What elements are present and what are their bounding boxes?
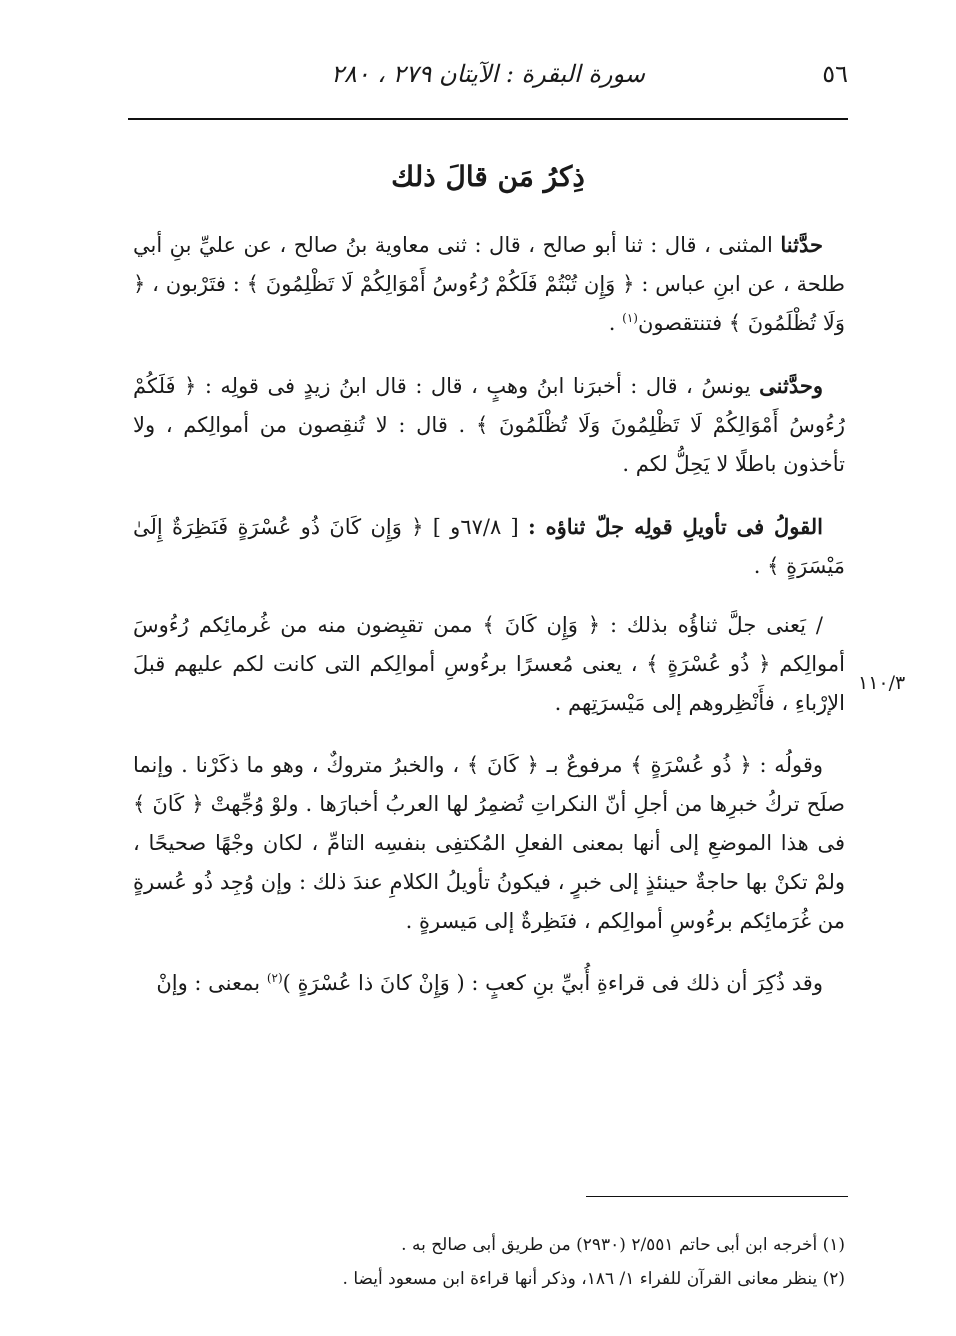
footnote-divider: [586, 1196, 848, 1197]
paragraph-2-text: يونسُ ، قال : أخبرَنا ابنُ وهبٍ ، قال : قال ابنُ زيدٍ فى قولِه : ﴿ فَلَكُمْ رُءُوسُ أَمْوَالِكُمْ لَا تَظْلِمُونَ وَلَا تُظْلَمُونَ ﴾ . قال : لا تُنقِصون من أموالِكم ، ولا تأخذون باطلًا لا يَحِلُّ لكم .: [133, 374, 845, 476]
paragraph-3: [133, 507, 845, 586]
paragraph-5: [133, 746, 845, 941]
paragraph-1-tail: .: [608, 311, 623, 335]
footnote-mark-2: (٢): [266, 971, 283, 985]
footnotes: [133, 1228, 845, 1296]
paragraph-1: [133, 225, 845, 343]
margin-reference: ١١٠/٣: [858, 672, 906, 694]
page-number: ٥٦: [822, 60, 848, 88]
paragraph-1-text: المثنى ، قال : ثنا أبو صالح ، قال : ثنى معاوية بنُ صالح ، عن عليِّ بنِ أبي طلحة ، عن ابنِ عباس : ﴿ وَإِن تُبْتُمْ فَلَكُمْ رُءُوسُ أَمْوَالِكُمْ لَا تَظْلِمُونَ ﴾ : فتَرْبون ، ﴿ وَلَا تُظْلَمُونَ ﴾ فتنتقصون: [133, 233, 845, 335]
running-header: [128, 58, 848, 98]
paragraph-4: [133, 606, 845, 723]
body-text: [133, 225, 845, 1026]
paragraph-6: [133, 964, 845, 1003]
header-divider: [128, 118, 848, 120]
running-header-title: سورة البقرة : الآيتان ٢٧٩ ، ٢٨٠: [330, 60, 646, 88]
paragraph-6-text: وقد ذُكِرَ أن ذلك فى قراءةِ أُبيِّ بنِ كعبٍ : ( وَإِنْ كانَ ذا عُسْرَةٍ ): [282, 971, 823, 995]
paragraph-2: [133, 366, 845, 484]
footnote-mark-1: (١): [622, 311, 638, 325]
paragraph-3-text: [ ٦٧/٨و ] ﴿ وَإِن كَانَ ذُو عُسْرَةٍ فَنَظِرَةٌ إِلَىٰ مَيْسَرَةٍ ﴾ .: [133, 515, 845, 578]
paragraph-3-lead: القولُ فى تأويلِ قولِه جلّ ثناؤه :: [527, 514, 823, 539]
paragraph-6-tail: بمعنى : وإنْ: [156, 971, 267, 995]
paragraph-5-text: وقولُه : ﴿ ذُو عُسْرَةٍ ﴾ مرفوعٌ بـ ﴿ كَانَ ﴾ ، والخبرُ متروكٌ ، وهو ما ذكَرْنا . وإنما صلَح تركُ خبرِها من أجلِ أنّ النكراتِ تُضمِرُ لها العربُ أخبارَها . ولوْ وُجِّهتْ ﴿ كَانَ ﴾ فى هذا الموضعِ إلى أنها بمعنى الفعلِ المُكتفِى بنفسِه التامِّ ، لكان وجْهًا صحيحًا ، ولمْ تكنْ بها حاجةٌ حينئذٍ إلى خبرٍ ، فيكونُ تأويلُ الكلامِ عندَ ذلك : وإن وُجِد ذُو عُسرةٍ من غُرَمائِكم برءُوسِ أموالِكم ، فنَظِرةٌ إلى مَيسرةٍ .: [133, 753, 845, 933]
paragraph-4-text: / يَعنى جلَّ ثناؤُه بذلك : ﴿ وَإِن كَانَ ﴾ ممن تقبِضون منه من غُرمائِكم رُءُوسَ أموالِكم ﴿ ذُو عُسْرَةٍ ﴾ ، يعنى مُعسرًا برءُوسِ أموالِكم التى كانت لكم عليهم قبلَ الإرْباءِ ، فأَنْظِروهم إلى مَيْسرَتِهم .: [133, 613, 845, 715]
paragraph-1-lead: حدَّثنا: [780, 232, 823, 257]
section-heading: ذِكرُ مَن قالَ ذلك: [391, 160, 585, 193]
footnote-1: (١) أخرجه ابن أبى حاتم ٢/٥٥١ (٢٩٣٠) من طريق أبى صالح به .: [401, 1235, 845, 1255]
footnote-2: (٢) ينظر معانى القرآن للفراء ١/ ١٨٦، وذكر أنها قراءة ابن مسعود أيضا .: [342, 1269, 845, 1289]
paragraph-2-lead: وحدَّثنى: [759, 373, 823, 398]
